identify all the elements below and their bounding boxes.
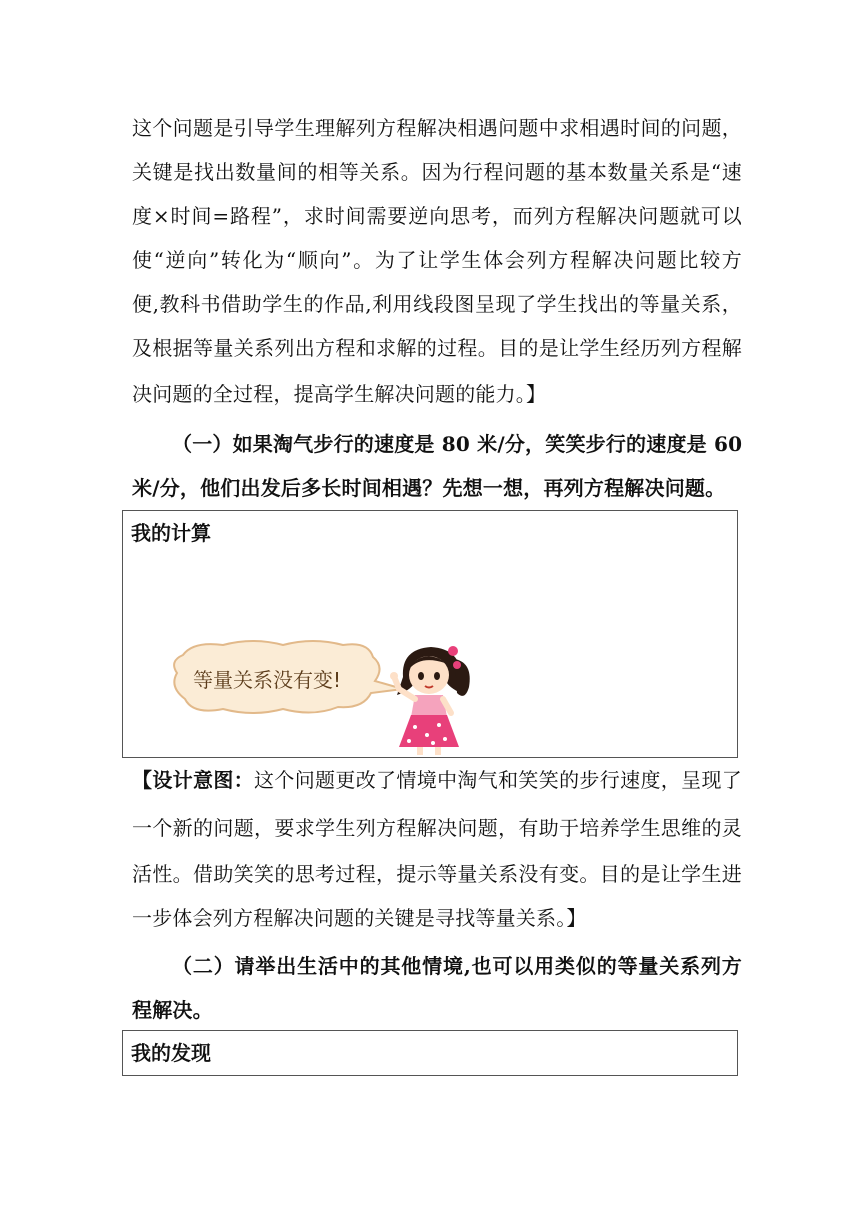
girl-illustration — [381, 643, 481, 755]
text-line: 便,教科书借助学生的作品,利用线段图呈现了学生找出的等量关系， — [132, 292, 742, 316]
text-line: 使“逆向”转化为“顺向”。为了让学生体会列方程解决问题比较方 — [132, 248, 742, 272]
question-line: （一）如果淘气步行的速度是 80 米/分，笑笑步行的速度是 60 — [172, 432, 743, 456]
design-intent-line: 一步体会列方程解决问题的关键是寻找等量关系。】 — [132, 906, 587, 930]
design-intent-line: 一个新的问题，要求学生列方程解决问题，有助于培养学生思维的灵 — [132, 816, 742, 840]
text-line: 及根据等量关系列出方程和求解的过程。目的是让学生经历列方程解 — [132, 336, 742, 360]
design-intent-text: 这个问题更改了情境中淘气和笑笑的步行速度，呈现了 — [254, 768, 742, 792]
question-line: 米/分，他们出发后多长时间相遇？先想一想，再列方程解决问题。 — [132, 476, 726, 500]
speech-text: 等量关系没有变! — [193, 668, 342, 692]
calculation-box — [122, 510, 738, 758]
design-intent-line — [132, 766, 742, 794]
discovery-box — [122, 1030, 738, 1076]
box-title: 我的发现 — [131, 1041, 211, 1065]
design-intent-line: 活性。借助笑笑的思考过程，提示等量关系没有变。目的是让学生进 — [132, 862, 742, 886]
text-line: 度×时间=路程”，求时间需要逆向思考，而列方程解决问题就可以 — [132, 204, 742, 228]
design-intent-label: 【设计意图： — [132, 768, 255, 792]
text-line: 这个问题是引导学生理解列方程解决相遇问题中求相遇时间的问题， — [132, 116, 742, 140]
question-line: （二）请举出生活中的其他情境,也可以用类似的等量关系列方 — [172, 954, 742, 978]
text-line: 关键是找出数量间的相等关系。因为行程问题的基本数量关系是“速 — [132, 160, 742, 184]
text-line: 决问题的全过程，提高学生解决问题的能力。】 — [132, 382, 547, 406]
box-title: 我的计算 — [131, 521, 211, 545]
question-line: 程解决。 — [132, 998, 213, 1022]
